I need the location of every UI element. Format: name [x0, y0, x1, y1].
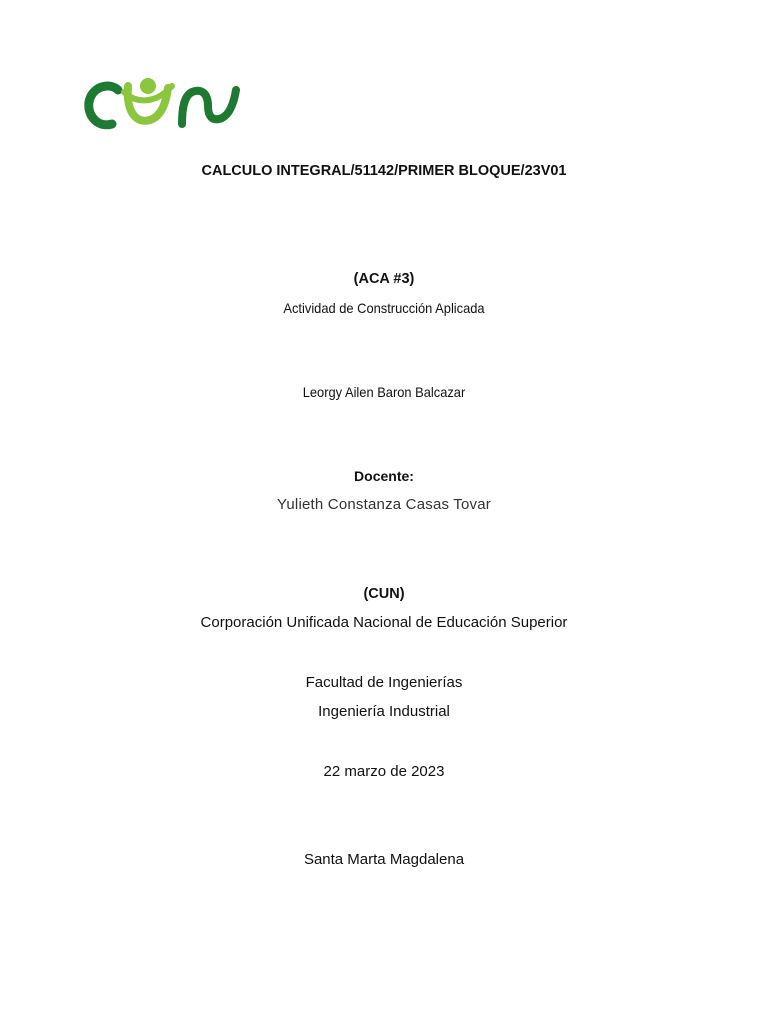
faculty: Facultad de Ingenierías: [305, 674, 463, 691]
date: 22 marzo de 2023: [323, 763, 445, 780]
logo-person-head: [140, 78, 156, 94]
teacher-name: Yulieth Constanza Casas Tovar: [277, 496, 491, 513]
cun-logo: [84, 72, 240, 134]
course-title: CALCULO INTEGRAL/51142/PRIMER BLOQUE/23V01: [201, 163, 567, 179]
teacher-label: Docente:: [354, 468, 414, 484]
logo-letter-n: [182, 90, 236, 124]
logo-letter-c: [89, 86, 118, 125]
activity-code: (ACA #3): [353, 271, 415, 287]
program: Ingeniería Industrial: [318, 703, 450, 720]
institution-full: Corporación Unificada Nacional de Educación Superior: [200, 614, 568, 631]
place: Santa Marta Magdalena: [303, 851, 465, 868]
activity-name: Actividad de Construcción Aplicada: [283, 300, 485, 316]
student-name: Leorgy Ailen Baron Balcazar: [302, 384, 466, 400]
institution-short: (CUN): [363, 586, 405, 602]
